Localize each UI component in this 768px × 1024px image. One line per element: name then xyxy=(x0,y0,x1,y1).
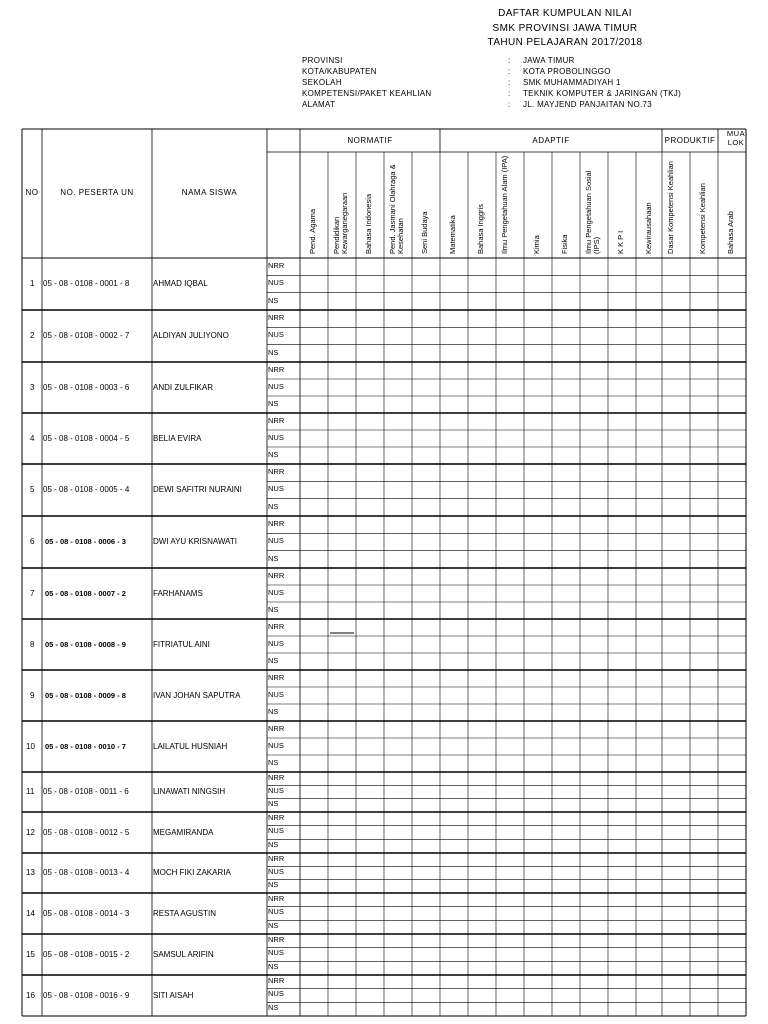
score-row-label-nus: NUS xyxy=(268,639,284,648)
student-peserta-number: 05 - 08 - 0108 - 0012 - 5 xyxy=(43,827,130,837)
student-name: MEGAMIRANDA xyxy=(153,827,214,837)
student-no: 12 xyxy=(26,827,35,837)
score-row-label-nrr: NRR xyxy=(268,893,285,903)
column-header-peserta: NO. PESERTA UN xyxy=(60,188,134,197)
score-row-label-ns: NS xyxy=(268,839,279,849)
student-no: 2 xyxy=(30,331,35,340)
score-row-label-nrr: NRR xyxy=(268,622,285,631)
student-no: 3 xyxy=(30,382,35,392)
score-row-label-ns: NS xyxy=(268,799,279,809)
score-row-label-ns: NS xyxy=(268,880,279,890)
score-row-label-ns: NS xyxy=(268,399,279,408)
student-name: LINAWATI NINGSIH xyxy=(153,787,226,796)
info-colon: : xyxy=(508,56,511,65)
subject-header: Pend. Agama xyxy=(308,208,317,254)
student-name: ANDI ZULFIKAR xyxy=(153,382,214,392)
student-no: 1 xyxy=(30,279,35,288)
score-row-label-nrr: NRR xyxy=(268,261,285,270)
score-row-label-ns: NS xyxy=(268,605,279,614)
student-peserta-number: 05 - 08 - 0108 - 0001 - 8 xyxy=(43,279,130,288)
subject-header: Ilmu Pengetahuan Sosial (IPS) xyxy=(584,170,601,254)
subject-header: Ilmu Pengetahuan Alam (IPA) xyxy=(500,155,509,254)
subject-header: Kompetensi Keahlian xyxy=(698,183,707,254)
score-row-label-nrr: NRR xyxy=(268,673,285,682)
document-subtitle-year: TAHUN PELAJARAN 2017/2018 xyxy=(487,37,643,48)
subject-header: Kewirausahaan xyxy=(644,202,653,254)
score-row-label-nus: NUS xyxy=(268,588,284,597)
info-colon: : xyxy=(508,89,511,98)
info-colon: : xyxy=(508,100,511,109)
score-row-label-ns: NS xyxy=(268,295,279,305)
score-row-label-nus: NUS xyxy=(268,741,284,750)
student-name: AHMAD IQBAL xyxy=(153,279,208,288)
score-row-label-nus: NUS xyxy=(268,948,284,958)
student-name: FITRIATUL AINI xyxy=(153,639,210,649)
info-label: ALAMAT xyxy=(302,100,336,109)
info-value: SMK MUHAMMADIYAH 1 xyxy=(523,78,621,87)
score-row-label-nus: NUS xyxy=(268,866,284,876)
info-label: PROVINSI xyxy=(302,56,343,65)
info-label: KOMPETENSI/PAKET KEAHLIAN xyxy=(302,89,432,98)
subject-header: Pend. Jasmani Olahraga & Kesehatan xyxy=(388,164,405,254)
document-subtitle-school: SMK PROVINSI JAWA TIMUR xyxy=(492,23,638,34)
group-header-produktif: PRODUKTIF xyxy=(664,136,716,145)
group-header-mulok-line2: LOK xyxy=(727,138,745,147)
score-row-label-ns: NS xyxy=(268,450,279,459)
column-header-nama: NAMA SISWA xyxy=(181,188,238,197)
score-row-label-ns: NS xyxy=(268,920,279,930)
score-row-label-nrr: NRR xyxy=(268,467,285,476)
student-no: 13 xyxy=(26,868,35,877)
score-row-label-nrr: NRR xyxy=(268,812,285,822)
score-row-label-ns: NS xyxy=(268,707,279,716)
group-header-mulok-line1: MUA xyxy=(726,129,746,138)
student-no: 7 xyxy=(30,588,35,598)
student-name: LAILATUL HUSNIAH xyxy=(153,741,228,751)
student-no: 6 xyxy=(30,537,35,546)
score-row-label-nrr: NRR xyxy=(268,313,285,322)
info-value: TEKNIK KOMPUTER & JARINGAN (TKJ) xyxy=(523,89,682,98)
info-value: KOTA PROBOLINGGO xyxy=(523,67,611,76)
subject-header: Bahasa Inggris xyxy=(476,203,485,254)
student-peserta-number: 05 - 08 - 0108 - 0003 - 6 xyxy=(43,382,130,392)
subject-header: Kimia xyxy=(532,235,541,254)
student-peserta-number: 05 - 08 - 0108 - 0007 - 2 xyxy=(45,588,126,598)
group-header-adaptif: ADAPTIF xyxy=(532,136,570,145)
subject-header: Pendidikan Kewarganegaraan xyxy=(332,192,349,254)
score-row-label-nrr: NRR xyxy=(268,571,285,580)
subject-header: K K P I xyxy=(616,230,625,254)
score-row-label-ns: NS xyxy=(268,656,279,665)
student-name: FARHANAMS xyxy=(153,588,203,598)
student-no: 15 xyxy=(26,949,35,959)
info-label: SEKOLAH xyxy=(302,78,342,87)
student-name: ALDIYAN JULIYONO xyxy=(153,331,229,340)
student-no: 14 xyxy=(26,908,35,918)
student-name: DWI AYU KRISNAWATI xyxy=(153,537,238,546)
student-name: IVAN JOHAN SAPUTRA xyxy=(153,690,241,700)
info-value: JAWA TIMUR xyxy=(523,56,575,65)
score-row-label-nus: NUS xyxy=(268,690,284,699)
document-title: DAFTAR KUMPULAN NILAI xyxy=(498,8,632,19)
score-row-label-ns: NS xyxy=(268,1002,279,1012)
score-row-label-nus: NUS xyxy=(268,330,284,340)
student-name: BELIA EVIRA xyxy=(153,433,202,443)
student-peserta-number: 05 - 08 - 0108 - 0002 - 7 xyxy=(43,331,130,340)
student-no: 16 xyxy=(26,990,35,1000)
student-no: 4 xyxy=(30,433,35,443)
student-peserta-number: 05 - 08 - 0108 - 0013 - 4 xyxy=(43,868,130,877)
score-row-label-nus: NUS xyxy=(268,382,284,391)
student-peserta-number: 05 - 08 - 0108 - 0010 - 7 xyxy=(45,741,126,751)
score-row-label-nus: NUS xyxy=(268,907,284,917)
column-header-no: NO xyxy=(25,188,39,197)
student-peserta-number: 05 - 08 - 0108 - 0015 - 2 xyxy=(43,949,130,959)
score-row-label-nus: NUS xyxy=(268,484,284,494)
student-name: MOCH FIKI ZAKARIA xyxy=(153,868,231,877)
info-value: JL. MAYJEND PANJAITAN NO.73 xyxy=(523,100,653,109)
student-no: 11 xyxy=(26,787,35,796)
score-row-label-ns: NS xyxy=(268,961,279,971)
student-name: SITI AISAH xyxy=(153,990,194,1000)
score-row-label-ns: NS xyxy=(268,501,279,511)
score-row-label-ns: NS xyxy=(268,347,279,357)
score-row-label-nus: NUS xyxy=(268,785,284,795)
info-colon: : xyxy=(508,67,511,76)
student-no: 8 xyxy=(30,639,35,649)
score-row-label-nrr: NRR xyxy=(268,975,285,985)
score-row-label-ns: NS xyxy=(268,758,279,767)
student-name: RESTA AGUSTIN xyxy=(153,908,216,918)
student-peserta-number: 05 - 08 - 0108 - 0005 - 4 xyxy=(43,485,130,494)
score-row-label-nrr: NRR xyxy=(268,365,285,374)
score-row-label-nus: NUS xyxy=(268,989,284,999)
subject-header: Fisika xyxy=(560,234,569,254)
student-peserta-number: 05 - 08 - 0108 - 0006 - 3 xyxy=(45,537,126,546)
info-colon: : xyxy=(508,78,511,87)
subject-header: Dasar Kompetensi Keahlian xyxy=(666,161,675,254)
student-name: DEWI SAFITRI NURAINI xyxy=(153,485,242,494)
student-no: 10 xyxy=(26,741,35,751)
score-row-label-nrr: NRR xyxy=(268,519,285,528)
student-no: 9 xyxy=(30,690,35,700)
student-name: SAMSUL ARIFIN xyxy=(153,949,214,959)
info-label: KOTA/KABUPATEN xyxy=(302,67,377,76)
student-peserta-number: 05 - 08 - 0108 - 0009 - 8 xyxy=(45,690,126,700)
subject-header: Seni Budaya xyxy=(420,211,429,254)
group-header-normatif: NORMATIF xyxy=(347,136,393,145)
score-row-label-nus: NUS xyxy=(268,826,284,836)
student-peserta-number: 05 - 08 - 0108 - 0014 - 3 xyxy=(43,908,130,918)
student-no: 5 xyxy=(30,485,35,494)
subject-header: Matematika xyxy=(448,215,457,254)
subject-header: Bahasa Indonesia xyxy=(364,193,373,254)
score-row-label-nrr: NRR xyxy=(268,853,285,863)
score-row-label-ns: NS xyxy=(268,553,279,563)
subject-header: Bahasa Arab xyxy=(726,211,735,254)
student-peserta-number: 05 - 08 - 0108 - 0016 - 9 xyxy=(43,990,130,1000)
student-peserta-number: 05 - 08 - 0108 - 0011 - 6 xyxy=(43,787,129,796)
score-row-label-nus: NUS xyxy=(268,433,284,442)
score-row-label-nus: NUS xyxy=(268,536,284,546)
score-row-label-nrr: NRR xyxy=(268,934,285,944)
student-peserta-number: 05 - 08 - 0108 - 0008 - 9 xyxy=(45,639,126,649)
score-row-label-nrr: NRR xyxy=(268,416,285,425)
score-row-label-nrr: NRR xyxy=(268,772,285,782)
score-row-label-nrr: NRR xyxy=(268,724,285,733)
student-peserta-number: 05 - 08 - 0108 - 0004 - 5 xyxy=(43,433,130,443)
score-row-label-nus: NUS xyxy=(268,278,284,288)
